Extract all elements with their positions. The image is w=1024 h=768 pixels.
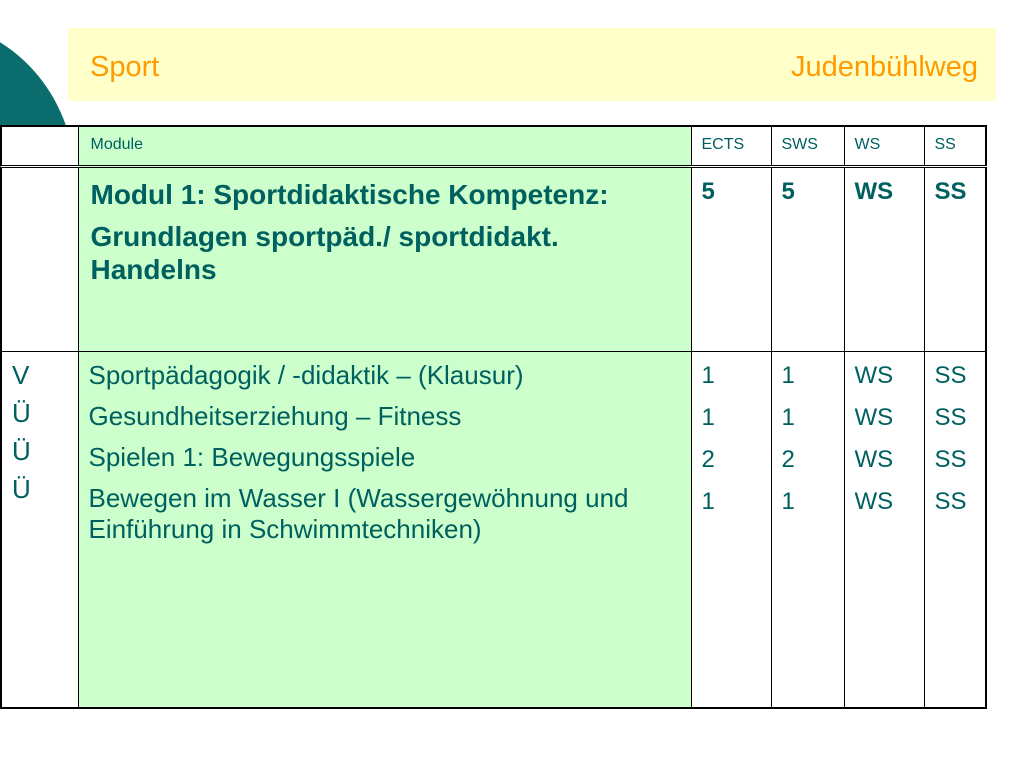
module-type-cell (1, 167, 78, 352)
slide-location: Judenbühlweg (790, 51, 978, 83)
course-sws: 1 (781, 488, 795, 515)
course-ws: WS (854, 362, 894, 389)
module-ss-value: SS (934, 178, 967, 205)
table-header-row (1, 126, 986, 167)
course-type: V (12, 360, 30, 390)
course-ss-cell (924, 352, 986, 709)
header-ss-label: SS (934, 136, 956, 153)
header-type-cell (1, 126, 78, 167)
header-ws-label: WS (854, 136, 881, 153)
module-ects-value: 5 (701, 178, 715, 205)
course-ss: SS (934, 362, 967, 389)
course-name: Sportpädagogik / -didaktik – (Klausur) (88, 360, 524, 390)
course-name: Spielen 1: Bewegungsspiele (88, 442, 416, 472)
header-module-label: Module (90, 136, 143, 153)
course-ects: 1 (701, 404, 715, 431)
course-type: Ü (12, 398, 31, 428)
course-type: Ü (12, 436, 31, 466)
module-sws-value: 5 (781, 178, 795, 205)
course-sws: 1 (781, 362, 795, 389)
header-ss-cell (924, 126, 986, 167)
title-bar (68, 28, 996, 101)
course-sws: 2 (781, 446, 795, 473)
course-ss: SS (934, 446, 967, 473)
course-sws-cell (771, 352, 844, 709)
header-sws-label: SWS (781, 136, 818, 153)
module-table (0, 125, 987, 709)
course-name: Gesundheitserziehung – Fitness (88, 401, 462, 431)
course-ects: 2 (701, 446, 715, 473)
course-ss: SS (934, 404, 967, 431)
slide-title: Sport (90, 51, 160, 83)
course-types-cell (1, 352, 78, 709)
course-name: Bewegen im Wasser I (Wassergewöhnung und Einführung in Schwimmtechniken) (88, 483, 629, 544)
module-ss-cell (924, 167, 986, 352)
module-sws-cell (771, 167, 844, 352)
module-ects-cell (691, 167, 771, 352)
course-ects: 1 (701, 362, 715, 389)
course-names-cell (78, 352, 691, 709)
course-ects: 1 (701, 488, 715, 515)
course-ects-cell (691, 352, 771, 709)
header-sws-cell (771, 126, 844, 167)
module-ws-value: WS (854, 178, 894, 205)
course-ws-cell (844, 352, 924, 709)
courses-row (1, 352, 986, 709)
course-sws: 1 (781, 404, 795, 431)
header-ws-cell (844, 126, 924, 167)
course-ss: SS (934, 488, 967, 515)
module-title-line1: Modul 1: Sportdidaktische Kompetenz: (90, 179, 609, 210)
course-ws: WS (854, 446, 894, 473)
module-summary-row (1, 167, 986, 352)
module-ws-cell (844, 167, 924, 352)
header-module-cell (78, 126, 691, 167)
module-title-cell (78, 167, 691, 352)
course-ws: WS (854, 404, 894, 431)
header-ects-cell (691, 126, 771, 167)
header-ects-label: ECTS (701, 136, 745, 153)
module-title-line2: Grundlagen sportpäd./ sportdidakt. Handelns (90, 221, 559, 285)
course-type: Ü (12, 474, 31, 504)
course-ws: WS (854, 488, 894, 515)
